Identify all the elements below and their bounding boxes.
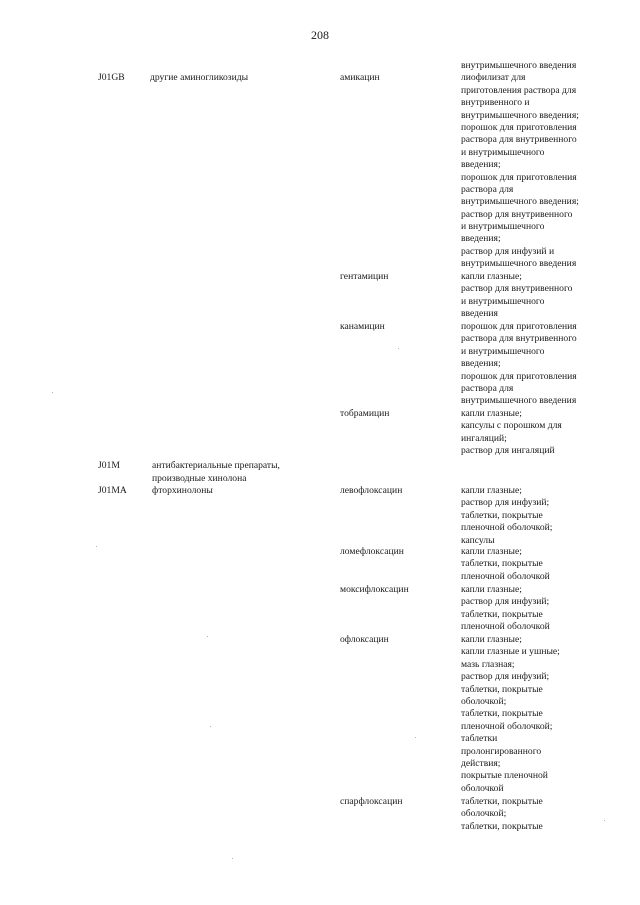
atc-code-j01gb: J01GB (98, 72, 125, 83)
dosage-forms-ofloxacin (461, 634, 560, 795)
atc-code-j01ma: J01MA (98, 485, 127, 496)
dosage-form-line: лиофилизат для (461, 72, 526, 84)
dosage-form-line: и внутримышечного (461, 221, 545, 233)
dosage-form-line: капли глазные; (461, 271, 522, 282)
drug-name-moxifloxacin: моксифлоксацин (340, 584, 409, 595)
atc-code-j01m: J01M (98, 460, 120, 471)
dosage-form-line: раствор для инфузий; (461, 497, 550, 509)
dosage-form-line: пленочной оболочкой; (461, 522, 553, 534)
scan-speck (398, 348, 399, 349)
dosage-form-line: таблетки (461, 733, 498, 745)
dosage-form-line: пленочной оболочкой (461, 570, 550, 582)
drug-name-sparfloxacin: спарфлоксацин (340, 796, 403, 807)
dosage-form-line: пленочной оболочкой (461, 621, 550, 633)
dosage-form-line: таблетки, покрытые (461, 608, 543, 620)
dosage-form-line: порошок для приготовления (461, 321, 577, 332)
drug-name-ofloxacin: офлоксацин (340, 634, 389, 645)
scan-speck (415, 737, 416, 738)
dosage-form-line: таблетки, покрытые (461, 558, 543, 570)
dosage-form-line: раствора для (461, 382, 514, 394)
drug-name-tobramycin: тобрамицин (340, 408, 390, 419)
dosage-form-line: раствор для инфузий; (461, 671, 550, 683)
dosage-form-line: капсулы (461, 534, 495, 546)
dosage-form-line: капли глазные; (461, 584, 522, 595)
dosage-form-line: внутримышечного введения; (461, 196, 579, 208)
scan-speck (207, 636, 208, 637)
dosage-form-line: введения (461, 308, 498, 320)
dosage-form-line: внутримышечного введения; (461, 109, 579, 121)
group-name-aminoglycosides: другие аминогликозиды (150, 72, 249, 83)
dosage-form-line: таблетки, покрытые (461, 820, 543, 832)
page-number: 208 (311, 28, 329, 42)
dosage-form-line: пленочной оболочкой; (461, 720, 553, 732)
dosage-forms-tobramycin (461, 408, 562, 458)
dosage-form-line: раствор для внутривенного (461, 208, 573, 220)
dosage-form-line: порошок для приготовления (461, 171, 577, 183)
dosage-form-line: и внутримышечного (461, 295, 545, 307)
dosage-form-line: раствор для инфузий и (461, 245, 555, 257)
dosage-forms-lomefloxacin (461, 546, 550, 583)
dosage-form-line: капли глазные и ушные; (461, 646, 560, 658)
group-name-quinolones-line2: производные хинолона (152, 473, 247, 484)
dosage-form-line: введения; (461, 358, 501, 370)
dosage-form-line: мазь глазная; (461, 658, 515, 670)
dosage-form-line: таблетки, покрытые (461, 708, 543, 720)
dosage-form-line: капли глазные; (461, 485, 522, 496)
dosage-form-line: раствор для ингаляций (461, 445, 555, 457)
scan-speck (52, 392, 53, 393)
scan-speck (232, 858, 233, 859)
dosage-form-line: капли глазные; (461, 634, 522, 645)
dosage-forms-levofloxacin (461, 485, 552, 547)
dosage-form-line: оболочкой; (461, 808, 507, 820)
dosage-form-line: внутривенного и (461, 97, 530, 109)
dosage-form-line: и внутримышечного (461, 345, 545, 357)
dosage-form-line: таблетки, покрытые (461, 509, 543, 521)
dosage-forms-amikacin (461, 60, 579, 271)
dosage-form-line: введения; (461, 159, 501, 171)
dosage-form-line: внутримышечного введения (461, 60, 577, 71)
drug-name-kanamycin: канамицин (340, 321, 385, 332)
dosage-forms-moxifloxacin (461, 584, 550, 634)
group-name-quinolones-line1: антибактериальные препараты, (152, 460, 280, 471)
dosage-form-line: ингаляций; (461, 432, 507, 444)
dosage-form-line: раствора для (461, 183, 514, 195)
scan-speck (604, 820, 605, 821)
dosage-form-line: порошок для приготовления (461, 370, 577, 382)
dosage-form-line: пролонгированного (461, 745, 542, 757)
dosage-form-line: внутримышечного введения (461, 258, 577, 270)
drug-name-amikacin: амикацин (340, 72, 380, 83)
dosage-forms-gentamicin (461, 271, 572, 321)
dosage-form-line: покрытые пленочной (461, 770, 548, 782)
dosage-form-line: приготовления раствора для (461, 84, 577, 96)
dosage-form-line: раствор для внутривенного (461, 283, 573, 295)
drug-name-gentamicin: гентамицин (340, 271, 389, 282)
dosage-form-line: капли глазные; (461, 408, 522, 419)
dosage-form-line: таблетки, покрытые (461, 683, 543, 695)
drug-name-levofloxacin: левофлоксацин (340, 485, 403, 496)
dosage-form-line: раствор для инфузий; (461, 596, 550, 608)
scan-speck (96, 546, 97, 547)
scan-speck (210, 726, 211, 727)
dosage-form-line: оболочкой; (461, 695, 507, 707)
dosage-forms-sparfloxacin (461, 796, 543, 833)
dosage-form-line: капли глазные; (461, 546, 522, 557)
dosage-form-line: введения; (461, 233, 501, 245)
dosage-form-line: таблетки, покрытые (461, 796, 543, 807)
dosage-form-line: капсулы с порошком для (461, 420, 562, 432)
dosage-form-line: раствора для внутривенного (461, 333, 577, 345)
dosage-form-line: действия; (461, 757, 501, 769)
dosage-form-line: внутримышечного введения (461, 395, 577, 407)
dosage-form-line: раствора для внутривенного (461, 134, 577, 146)
group-name-fluoroquinolones: фторхинолоны (152, 485, 213, 496)
dosage-form-line: порошок для приготовления (461, 121, 577, 133)
dosage-form-line: и внутримышечного (461, 146, 545, 158)
dosage-form-line: оболочкой (461, 782, 504, 794)
drug-name-lomefloxacin: ломефлоксацин (340, 546, 404, 557)
dosage-forms-kanamycin (461, 321, 577, 408)
